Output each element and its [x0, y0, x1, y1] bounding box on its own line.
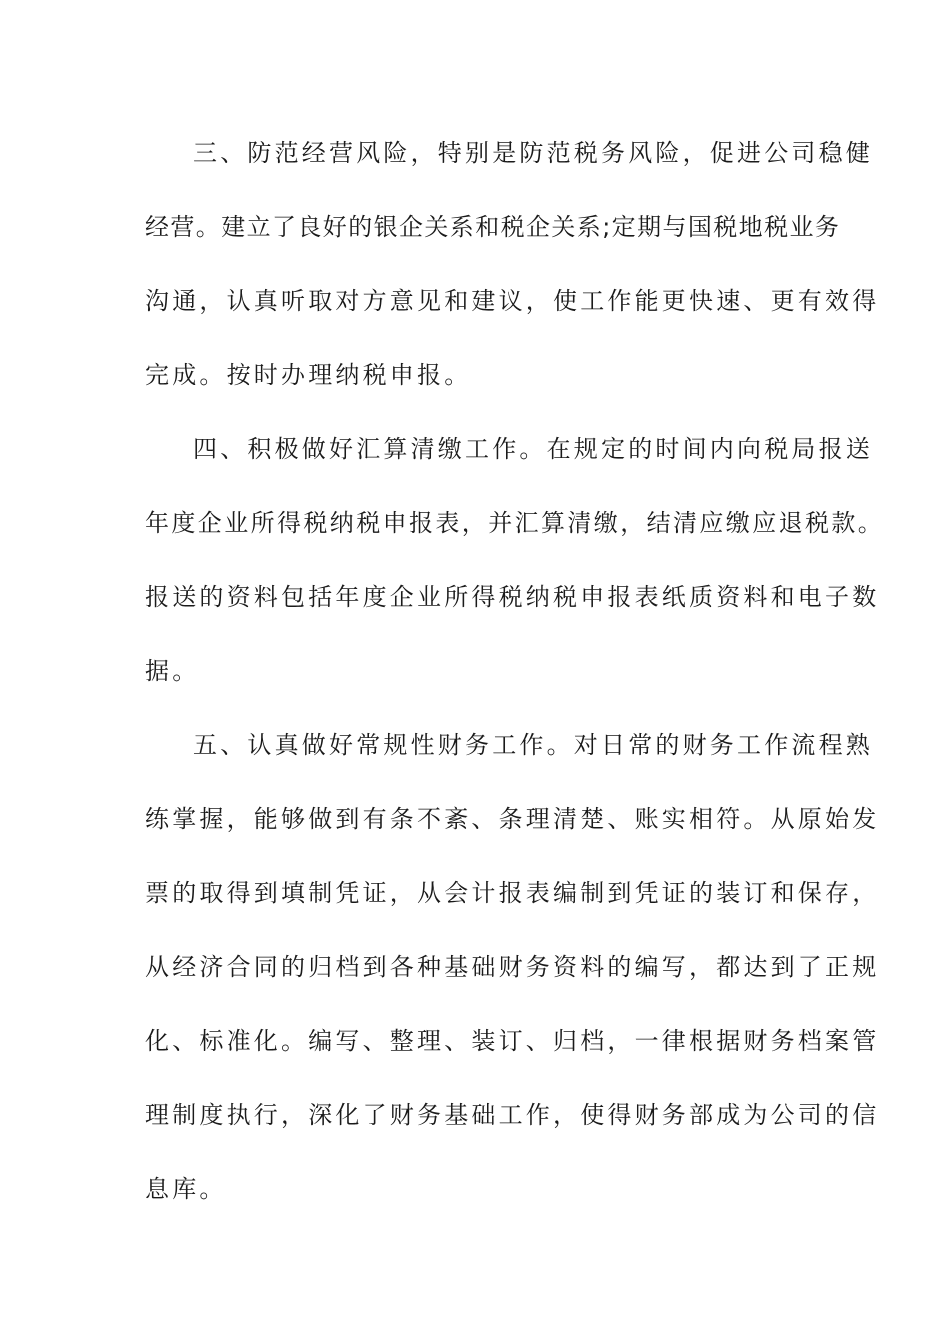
- paragraph-5-line-3: 票的取得到填制凭证，从会计报表编制到凭证的装订和保存，: [145, 879, 880, 907]
- paragraph-4-line-1: 四、积极做好汇算清缴工作。在规定的时间内向税局报送: [193, 435, 873, 463]
- paragraph-3-line-3: 沟通，认真听取对方意见和建议，使工作能更快速、更有效得: [145, 287, 880, 315]
- paragraph-4-line-4: 据。: [145, 657, 200, 685]
- paragraph-4-line-3: 报送的资料包括年度企业所得税纳税申报表纸质资料和电子数: [145, 583, 880, 611]
- paragraph-5-line-2: 练掌握，能够做到有条不紊、条理清楚、账实相符。从原始发: [145, 805, 880, 833]
- paragraph-3-line-2: 经营。建立了良好的银企关系和税企关系;定期与国税地税业务: [145, 213, 841, 241]
- paragraph-4-line-2: 年度企业所得税纳税申报表，并汇算清缴，结清应缴应退税款。: [145, 509, 885, 537]
- paragraph-5-line-7: 息库。: [145, 1175, 227, 1203]
- paragraph-3-line-1: 三、防范经营风险，特别是防范税务风险，促进公司稳健: [193, 139, 873, 167]
- paragraph-5-line-5: 化、标准化。编写、整理、装订、归档，一律根据财务档案管: [145, 1027, 880, 1055]
- paragraph-3-line-4: 完成。按时办理纳税申报。: [145, 361, 472, 389]
- paragraph-5-line-6: 理制度执行，深化了财务基础工作，使得财务部成为公司的信: [145, 1101, 880, 1129]
- paragraph-5-line-4: 从经济合同的归档到各种基础财务资料的编写，都达到了正规: [145, 953, 880, 981]
- paragraph-5-line-1: 五、认真做好常规性财务工作。对日常的财务工作流程熟: [193, 731, 873, 759]
